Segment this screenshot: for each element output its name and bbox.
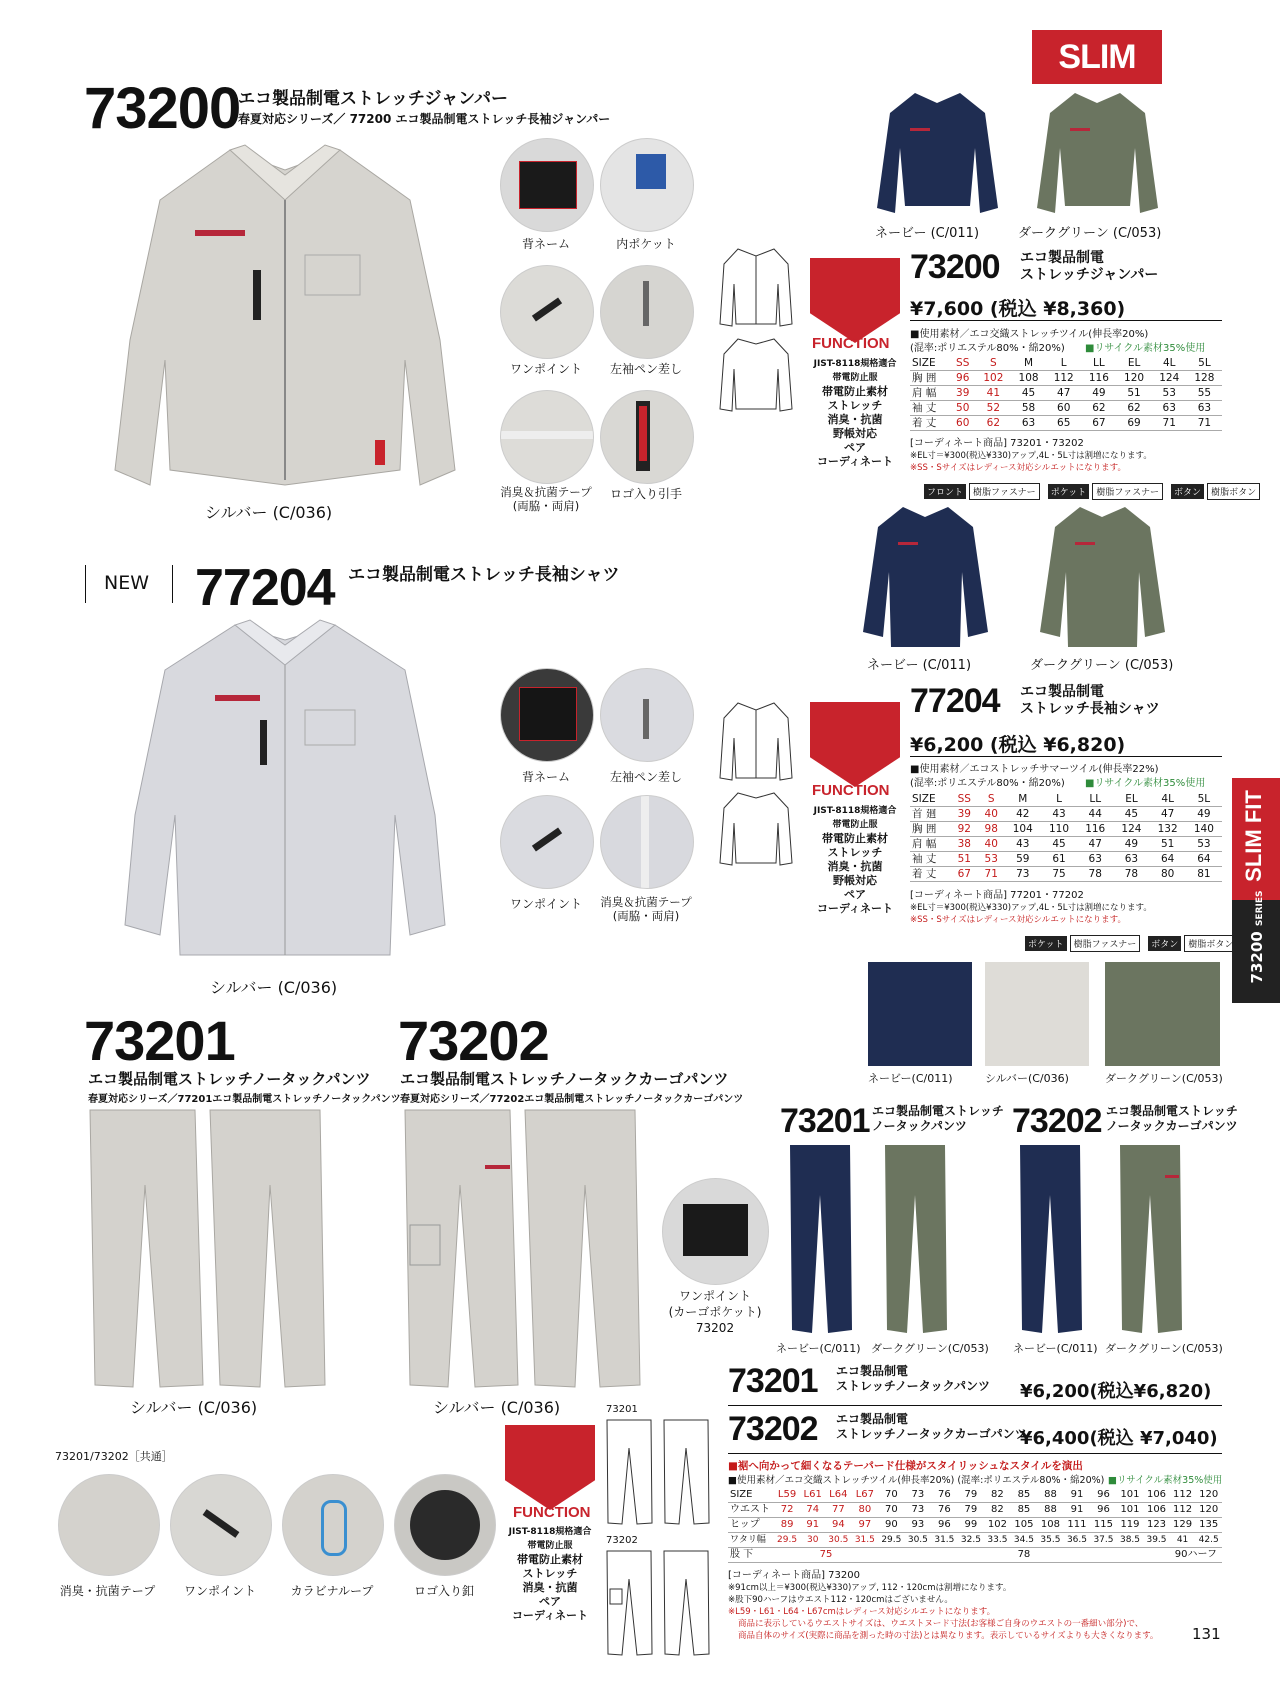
note1-77204: ※EL寸＝¥300(税込¥330)アップ,4L・5L寸は割増になります。: [910, 903, 1152, 913]
color-name-73202: エコ製品制電ストレッチ ノータックカーゴパンツ: [1106, 1104, 1238, 1133]
note2-77204: ※SS・Sサイズはレディース対応シルエットになります。: [910, 915, 1126, 925]
detail-label: 背ネーム: [521, 237, 570, 251]
color-name-73201: エコ製品制電ストレッチ ノータックパンツ: [872, 1104, 1004, 1133]
function-list: JIST-8118規格適合 帯電防止服 帯電防止素材 ストレッチ 消臭・抗菌 ペア コーディネート: [508, 1527, 592, 1622]
detail-label: ワンポイント: [509, 362, 582, 376]
swatch-label-silver: シルバー(C/036): [985, 1072, 1069, 1085]
pants-color-label: ネービー(C/011): [776, 1342, 861, 1355]
tags-77204: ポケット 樹脂ファスナー ボタン 樹脂ボタン: [1025, 932, 1240, 952]
slim-fit-badge: SLIM: [1032, 30, 1162, 84]
pants-note5: 商品自体のサイズ(実際に商品を測った時の寸法)とは異なります。表示しているサイズよりも大きくなります。: [738, 1631, 1159, 1641]
recycle-73200: ■リサイクル素材35%使用: [1085, 343, 1206, 354]
pants-73202-flat-sketch: [604, 1549, 714, 1659]
size-table-77204: SIZE SS S M L LL EL 4L 5L 首 廻 39 40 42 43 44 45 47 49 胸 囲 92 98 104 110 116 124 132 140 肩 幅 38 40 43 45 47 49 51 53 袖 丈 51 53 59 61 63 63 64 64 着 丈 67 71 73 75 78 78 80 81: [910, 792, 1222, 882]
common-detail-label: ワンポイント: [183, 1584, 256, 1598]
size-table-pants: SIZE L59 L61 L64 L67 70 73 76 79 82 85 88 91 96 101 106 112 120 ウエスト 72 74 77 80 70 73 76 79 82 85 88 91 96 101 106 112 120 ヒップ 89 91 94 97 90 93 96 99 102 105 108 111 115 119 123 129 135 ワタリ幅 29.5 30 30.5 31.5 29.5 30.5 31.5 32.5 33.5 34.5 35.5 36.5 37.5 38.5 39.5 41 42.5 股 下 75 78 90ハーフ: [728, 1488, 1222, 1563]
detail-tape-pants: [58, 1474, 160, 1576]
swatch-navy: [868, 962, 972, 1066]
spec-name-73201: エコ製品制電 ストレッチノータックパンツ: [836, 1364, 990, 1393]
product-number-73200: 73200: [84, 76, 241, 141]
detail-label: 消臭＆抗菌テープ (両脇・両肩): [500, 485, 592, 513]
detail-tape: [600, 795, 694, 889]
spec-number-73201: 73201: [728, 1362, 818, 1400]
common-label: 73201/73202［共通］: [55, 1450, 173, 1463]
detail-pen-slot: [600, 668, 694, 762]
detail-label: ワンポイント: [509, 897, 582, 911]
jacket-navy-image: [870, 88, 1005, 218]
product-name-73200: エコ製品制電ストレッチジャンパー: [238, 89, 508, 109]
pants-color-label: ダークグリーン(C/053): [871, 1342, 989, 1355]
swatch-label-navy: ネービー(C/011): [868, 1072, 953, 1085]
price-77204: ¥6,200 (税込 ¥6,820): [910, 734, 1126, 756]
common-detail-label: 消臭・抗菌テープ: [59, 1584, 156, 1598]
detail-label: ロゴ入り引手: [609, 487, 682, 501]
material-mix-73200: (混率:ポリエステル80%・綿20%): [910, 343, 1065, 354]
pants-note1: ※91cm以上＝¥300(税込¥330)アップ, 112・120cmは割増になります。: [728, 1583, 1012, 1593]
product-number-73202: 73202: [398, 1009, 549, 1072]
detail-label: 背ネーム: [521, 770, 570, 784]
color-label-73202-silver: シルバー (C/036): [433, 1398, 561, 1417]
material-73200: ■使用素材／エコ交織ストレッチツイル(伸長率20%): [910, 329, 1149, 340]
detail-inner-pocket: [600, 138, 694, 232]
pants-73202-silver-image: [400, 1105, 650, 1395]
jacket-green-image: [1030, 88, 1165, 218]
detail-logo-button: [394, 1474, 496, 1576]
note2-73200: ※SS・Sサイズはレディース対応シルエットになります。: [910, 463, 1126, 473]
detail-cargo-label: ワンポイント (カーゴポケット) 73202: [668, 1289, 762, 1335]
size-table-73200: SIZE SS S M L LL EL 4L 5L 胸 囲 96 102 108 112 116 120 124 128 肩 幅 39 41 45 47 49 51 53 55 袖 丈 50 52 58 60 62 62 63 63 着 丈 60 62 63 65 67 69 71 71: [910, 356, 1222, 431]
common-detail-label: カラビナループ: [290, 1584, 374, 1598]
detail-one-point: [500, 265, 594, 359]
pants-73201-flat-sketch: [604, 1418, 714, 1528]
side-series-label: 73200 SERIES: [1248, 890, 1266, 984]
spec-number-73202: 73202: [728, 1410, 818, 1448]
function-title: FUNCTION: [812, 782, 890, 799]
price-73201: ¥6,200(税込¥6,820): [1020, 1381, 1212, 1402]
pants-color-images: [780, 1145, 1230, 1335]
diagram-label-73201: 73201: [606, 1404, 638, 1415]
tags-73200: フロント 樹脂ファスナー ポケット 樹脂ファスナー ボタン 樹脂ボタン: [924, 480, 1263, 500]
detail-one-point: [500, 795, 594, 889]
color-number-73202: 73202: [1012, 1102, 1102, 1140]
color-label-77204-navy: ネービー (C/011): [867, 658, 972, 673]
coord-77204: [コーディネート商品] 77201・77202: [910, 890, 1084, 901]
color-label-73200-silver: シルバー (C/036): [205, 503, 333, 522]
spec-name-77204: エコ製品制電 ストレッチ長袖シャツ: [1020, 684, 1160, 717]
pants-note2: ※股下90ハーフはウエスト112・120cmはございません。: [728, 1595, 953, 1605]
shirt-silver-image: [120, 615, 450, 965]
price-73200: ¥7,600 (税込 ¥8,360): [910, 298, 1126, 320]
recycle-77204: ■リサイクル素材35%使用: [1085, 778, 1206, 789]
diagram-label-73202: 73202: [606, 1535, 638, 1546]
detail-zipper-pull: [600, 390, 694, 484]
spec-name-73202: エコ製品制電 ストレッチノータックカーゴパンツ: [836, 1412, 1027, 1441]
color-label-77204-green: ダークグリーン (C/053): [1030, 658, 1174, 673]
pants-material: ■使用素材／エコ交織ストレッチツイル(伸長率20%) (混率:ポリエステル80%・綿20%): [728, 1475, 1105, 1486]
coord-73200: [コーディネート商品] 73201・73202: [910, 438, 1084, 449]
detail-carabiner: [282, 1474, 384, 1576]
material-mix-77204: (混率:ポリエステル80%・綿20%): [910, 778, 1065, 789]
pants-73201-silver-image: [85, 1105, 335, 1395]
detail-label: 左袖ペン差し: [609, 362, 682, 376]
function-logo: [810, 258, 900, 343]
function-title: FUNCTION: [513, 1504, 591, 1521]
page-number: 131: [1192, 1625, 1221, 1643]
detail-cargo-onepoint: [662, 1178, 769, 1285]
price-73202: ¥6,400(税込 ¥7,040): [1020, 1428, 1218, 1449]
jacket-silver-image: [110, 140, 460, 500]
shirt-green-image: [1035, 502, 1170, 652]
pants-color-label: ダークグリーン(C/053): [1105, 1342, 1223, 1355]
note1-73200: ※EL寸＝¥300(税込¥330)アップ,4L・5L寸は割増になります。: [910, 451, 1152, 461]
spec-number-73200: 73200: [910, 248, 1000, 286]
shirt-navy-image: [858, 502, 993, 652]
pants-headline: ■裾へ向かって細くなるテーパード仕様がスタイリッシュなスタイルを演出: [728, 1460, 1083, 1472]
swatch-silver: [985, 962, 1089, 1066]
function-logo: [505, 1425, 595, 1510]
pants-color-label: ネービー(C/011): [1013, 1342, 1098, 1355]
detail-back-name: [500, 668, 594, 762]
detail-onepoint-pants: [170, 1474, 272, 1576]
color-label-77204-silver: シルバー (C/036): [210, 978, 338, 997]
color-label-73201-silver: シルバー (C/036): [130, 1398, 258, 1417]
detail-label: 内ポケット: [616, 237, 676, 251]
common-detail-label: ロゴ入り釦: [413, 1584, 474, 1598]
function-logo: [810, 702, 900, 787]
color-label-73200-navy: ネービー (C/011): [875, 226, 980, 241]
product-number-73201: 73201: [84, 1009, 235, 1072]
product-name-77204: エコ製品制電ストレッチ長袖シャツ: [348, 565, 620, 585]
side-tab: [1232, 778, 1280, 1003]
material-77204: ■使用素材／エコストレッチサマーツイル(伸長率22%): [910, 764, 1159, 775]
function-list: JIST-8118規格適合 帯電防止服 帯電防止素材 ストレッチ 消臭・抗菌 野帳対応 ペア コーディネート: [813, 359, 897, 468]
color-label-73200-green: ダークグリーン (C/053): [1018, 226, 1162, 241]
product-sub-73201: 春夏対応シリーズ／77201エコ製品制電ストレッチノータックパンツ: [88, 1094, 401, 1105]
pants-coord: [コーディネート商品] 73200: [728, 1570, 860, 1581]
function-list: JIST-8118規格適合 帯電防止服 帯電防止素材 ストレッチ 消臭・抗菌 野帳対応 ペア コーディネート: [813, 806, 897, 915]
detail-label: 消臭＆抗菌テープ (両脇・両肩): [600, 895, 692, 923]
new-badge: NEW: [104, 572, 150, 594]
swatch-label-green: ダークグリーン(C/053): [1105, 1072, 1223, 1085]
pants-note4: 商品に表示しているウエストサイズは、ウエストヌード寸法(お客様ご自身のウエストの一番細い部分)で、: [738, 1619, 1144, 1629]
function-title: FUNCTION: [812, 335, 890, 352]
spec-name-73200: エコ製品制電 ストレッチジャンパー: [1020, 250, 1159, 283]
shirt-flat-sketch: [718, 698, 794, 868]
product-name-73202: エコ製品制電ストレッチノータックカーゴパンツ: [400, 1070, 729, 1088]
detail-back-name: [500, 138, 594, 232]
detail-tape: [500, 390, 594, 484]
color-number-73201: 73201: [780, 1102, 870, 1140]
detail-label: 左袖ペン差し: [609, 770, 682, 784]
product-name-73201: エコ製品制電ストレッチノータックパンツ: [88, 1070, 371, 1088]
pants-recycle: ■リサイクル素材35%使用: [1108, 1475, 1223, 1486]
product-sub-73200: 春夏対応シリーズ／ 77200 エコ製品制電ストレッチ長袖ジャンパー: [238, 112, 611, 126]
spec-number-77204: 77204: [910, 682, 1000, 720]
product-number-77204: 77204: [195, 559, 335, 617]
detail-pen-slot: [600, 265, 694, 359]
side-slim-fit-label: SLIM FIT: [1241, 790, 1266, 882]
swatch-green: [1105, 962, 1220, 1066]
pants-note3: ※L59・L61・L64・L67cmはレディース対応シルエットになります。: [728, 1607, 996, 1617]
jacket-flat-sketch: [718, 244, 794, 414]
product-sub-73202: 春夏対応シリーズ／77202エコ製品制電ストレッチノータックカーゴパンツ: [400, 1094, 744, 1105]
